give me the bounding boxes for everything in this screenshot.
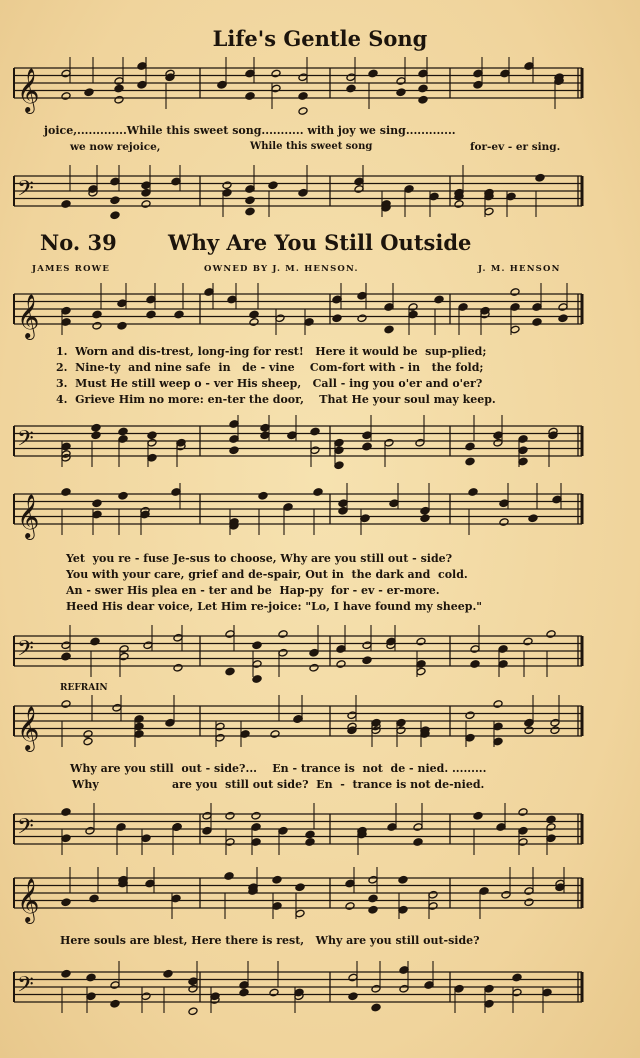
bass-clef-icon: 𝄢 [17, 426, 34, 457]
note-head [92, 321, 102, 330]
note-head [224, 872, 234, 881]
note-head [371, 1003, 381, 1012]
note-head [420, 514, 430, 523]
note-head [61, 652, 71, 661]
note-head [61, 808, 71, 817]
note-head [295, 883, 305, 892]
bass-clef-icon: 𝄢 [17, 814, 34, 845]
refrain-line3: Here souls are blest, Here there is rest, Why are you still out-side? [60, 934, 480, 947]
note-head [222, 181, 232, 190]
note-head [546, 815, 556, 824]
staff-system4-bass [0, 966, 640, 1016]
note-head [528, 514, 538, 523]
note-head [346, 84, 356, 93]
refrain-label: REFRAIN [60, 683, 108, 693]
staff-system1-bass [0, 420, 640, 470]
note-head [465, 457, 475, 466]
note-head [470, 660, 480, 669]
treble-clef-icon: 𝄞 [17, 878, 40, 922]
note-head [272, 875, 282, 884]
verse-line-3a: 3. Must He still weep o - ver His sheep, Call - ing you o'er and o'er? [56, 377, 483, 390]
note-head [332, 314, 342, 323]
note-head [141, 200, 151, 209]
note-head [91, 431, 101, 440]
verse-line-4a: 4. Grieve Him no more: en-ter the door, That He your soul may keep. [56, 393, 496, 406]
note-head [92, 499, 102, 508]
note-head [83, 730, 93, 739]
note-head [398, 875, 408, 884]
staff-system2-treble [0, 488, 640, 538]
note-head [524, 898, 534, 907]
note-head [252, 641, 262, 650]
note-head [147, 431, 157, 440]
note-head [61, 488, 71, 497]
bass-clef-icon: 𝄢 [17, 636, 34, 667]
hymn-number: No. 39 [40, 230, 117, 255]
verse-line-4b: Heed His dear voice, Let Him re-joice: "Lo, I have found my sheep." [66, 600, 483, 613]
note-head [313, 488, 323, 497]
note-head [225, 667, 235, 676]
note-head [249, 318, 259, 327]
note-head [348, 992, 358, 1001]
note-head [454, 200, 464, 209]
note-head [90, 637, 100, 646]
note-head [368, 69, 378, 78]
note-head [518, 808, 528, 817]
note-head [418, 84, 428, 93]
note-head [465, 711, 475, 720]
note-head [245, 92, 255, 101]
note-head [146, 310, 156, 319]
note-head [117, 321, 127, 330]
note-head [465, 442, 475, 451]
staff-system-top-treble [0, 62, 640, 112]
note-head [173, 663, 183, 672]
note-head [118, 491, 128, 500]
note-head [91, 423, 101, 432]
note-head [258, 491, 268, 500]
note-head [510, 288, 520, 297]
staff-system-top-bass [0, 170, 640, 220]
note-head [550, 726, 560, 735]
note-head [61, 969, 71, 978]
note-head [532, 318, 542, 327]
note-head [245, 196, 255, 205]
verse-line-2b: You with your care, grief and de-spair, Out in the dark and cold. [66, 568, 468, 581]
treble-clef-icon: 𝄞 [17, 294, 40, 338]
note-head [61, 200, 71, 209]
note-head [416, 637, 426, 646]
note-head [473, 811, 483, 820]
previous-song-lyric-line2a: we now rejoice, [70, 141, 161, 153]
note-head [92, 310, 102, 319]
previous-song-title: Life's Gentle Song [212, 26, 428, 51]
bass-clef-icon: 𝄢 [17, 176, 34, 207]
note-head [396, 88, 406, 97]
staff-system4-treble [0, 872, 640, 922]
note-head [188, 1007, 198, 1016]
hymn-title: Why Are You Still Outside [168, 230, 472, 255]
note-head [225, 811, 235, 820]
note-head [83, 737, 93, 746]
note-head [524, 726, 534, 735]
note-head [114, 95, 124, 104]
verse-line-3b: An - swer His plea en - ter and be Hap-py for - ev - er-more. [66, 584, 440, 597]
note-head [535, 173, 545, 182]
note-head [251, 811, 261, 820]
lyricist-credit: JAMES ROWE [32, 264, 111, 274]
note-head [357, 314, 367, 323]
refrain-line1: Why are you still out - side?... En - trance is not de - nied. ......... [70, 762, 487, 775]
note-head [418, 95, 428, 104]
note-head [336, 660, 346, 669]
note-head [499, 518, 509, 527]
previous-song-lyric-line1: joice,.............While this sweet song........... with joy we sing............. [44, 124, 456, 137]
note-head [269, 988, 279, 997]
treble-clef-icon: 𝄞 [17, 494, 40, 538]
note-head [345, 902, 355, 911]
note-head [271, 69, 281, 78]
note-head [368, 894, 378, 903]
note-head [278, 630, 288, 639]
note-head [239, 988, 249, 997]
note-head [546, 630, 556, 639]
note-head [558, 314, 568, 323]
staff-system2-bass [0, 630, 640, 680]
staff-system3-treble [0, 700, 640, 750]
note-head [305, 830, 315, 839]
note-head [362, 442, 372, 451]
note-head [110, 999, 120, 1008]
treble-clef-icon: 𝄞 [17, 68, 40, 112]
note-head [493, 700, 503, 709]
note-head [245, 207, 255, 216]
note-head [413, 838, 423, 847]
note-head [523, 637, 533, 646]
note-head [61, 92, 71, 101]
composer-credit: J. M. HENSON [478, 264, 561, 274]
note-head [384, 325, 394, 334]
note-head [61, 700, 71, 709]
note-head [61, 898, 71, 907]
note-head [362, 656, 372, 665]
note-head [84, 88, 94, 97]
note-head [309, 663, 319, 672]
bass-clef-icon: 𝄢 [17, 972, 34, 1003]
note-head [229, 446, 239, 455]
note-head [174, 310, 184, 319]
staff-system3-bass [0, 808, 640, 858]
note-head [512, 973, 522, 982]
note-head [310, 427, 320, 436]
note-head [163, 969, 173, 978]
note-head [434, 295, 444, 304]
note-head [86, 973, 96, 982]
refrain-line2a: Why [72, 778, 99, 791]
note-head [298, 92, 308, 101]
verse-line-2a: 2. Nine-ty and nine safe in de - vine Com-fort with - in the fold; [56, 361, 484, 374]
note-head [468, 488, 478, 497]
copyright-owner: OWNED BY J. M. HENSON. [204, 264, 359, 274]
note-head [110, 211, 120, 220]
treble-clef-icon: 𝄞 [17, 706, 40, 750]
verse-line-1b: Yet you re - fuse Je-sus to choose, Why are you still out - side? [66, 552, 453, 565]
refrain-line2b: are you still out side? En - trance is not de-nied. [172, 778, 485, 791]
note-head [268, 181, 278, 190]
note-head [249, 310, 259, 319]
verse-line-1a: 1. Worn and dis-trest, long-ing for rest! Here it would be sup-plied; [56, 345, 487, 358]
previous-song-lyric-line2c: for-ev - er sing. [470, 141, 561, 153]
note-head [118, 427, 128, 436]
staff-system1-treble [0, 288, 640, 338]
note-head [110, 196, 120, 205]
note-head [89, 894, 99, 903]
note-head [114, 84, 124, 93]
note-head [368, 905, 378, 914]
note-head [305, 838, 315, 847]
note-head [270, 730, 280, 739]
previous-song-lyric-line2b: While this sweet song [250, 141, 373, 152]
